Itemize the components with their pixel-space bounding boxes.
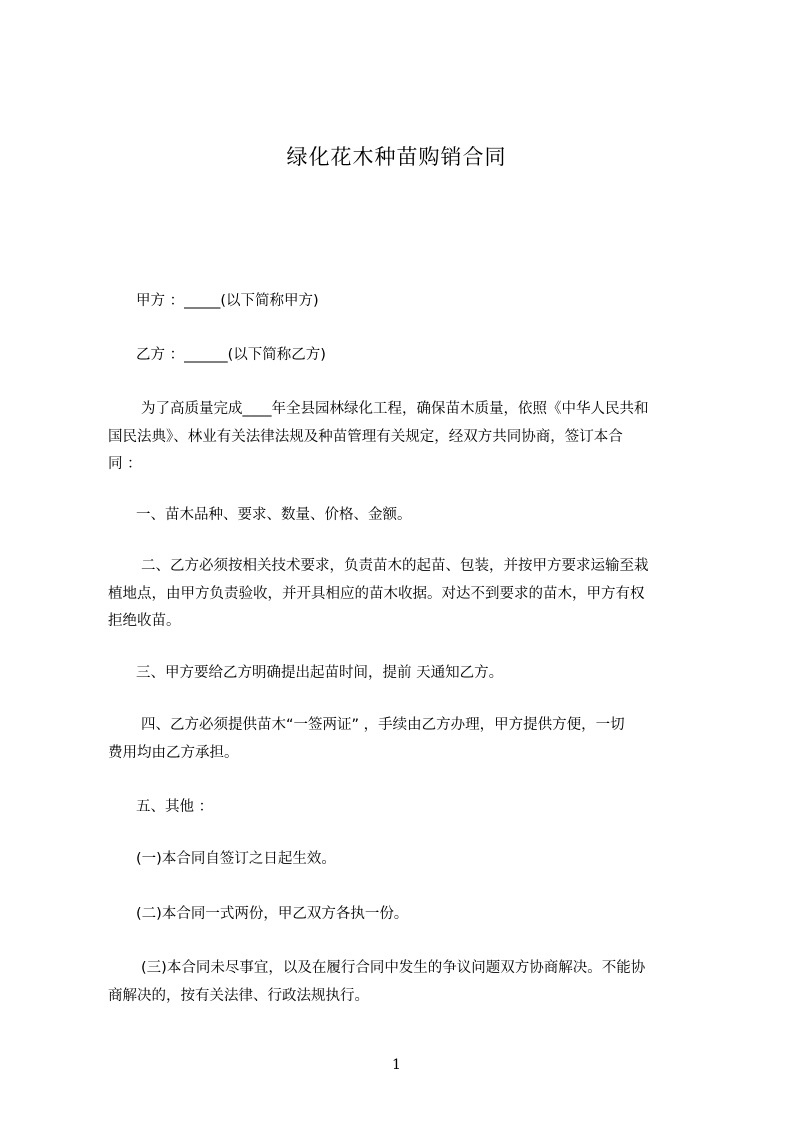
clause-2-line-1: 二、乙方必须按相关技术要求，负责苗木的起苗、包装，并按甲方要求运输至栽 xyxy=(141,558,649,574)
clause-2-line-3: 拒绝收苗。 xyxy=(108,613,181,629)
document-title: 绿化花木种苗购销合同 xyxy=(286,145,507,169)
intro-line-2: 国民法典》、林业有关法律法规及种苗管理有关规定，经双方共同协商，签订本合 xyxy=(108,429,623,445)
clause-4-line-2: 费用均由乙方承担。 xyxy=(108,745,239,761)
item-3-line-2: 商解决的，按有关法律、行政法规执行。 xyxy=(108,988,369,1004)
page-number: 1 xyxy=(392,1057,401,1073)
item-2: (二)本合同一式两份，甲乙双方各执一份。 xyxy=(136,906,409,922)
intro-line-1: 为了高质量完成____年全县园林绿化工程，确保苗木质量，依照《中华人民共和 xyxy=(141,401,649,417)
item-3-line-1: (三)本合同未尽事宜，以及在履行合同中发生的争议问题双方协商解决。不能协 xyxy=(141,960,646,976)
item-1: (一)本合同自签订之日起生效。 xyxy=(136,851,336,867)
clause-2-line-2: 植地点，由甲方负责验收，并开具相应的苗木收据。对达不到要求的苗木，甲方有权 xyxy=(108,586,645,602)
intro-line-3: 同 ： xyxy=(108,456,142,472)
clause-5: 五、其他 ： xyxy=(136,799,214,815)
party-b-line: 乙方 ：______(以下简称乙方) xyxy=(136,347,326,363)
clause-4-line-1: 四、乙方必须提供苗木“一签两证” ，手续由乙方办理，甲方提供方便，一切 xyxy=(141,717,625,733)
clause-1: 一、苗木品种、要求、数量、价格、金额。 xyxy=(136,507,412,523)
party-a-line: 甲方 ：_____(以下简称甲方) xyxy=(136,293,319,309)
clause-3: 三、甲方要给乙方明确提出起苗时间，提前 天通知乙方。 xyxy=(136,665,504,681)
